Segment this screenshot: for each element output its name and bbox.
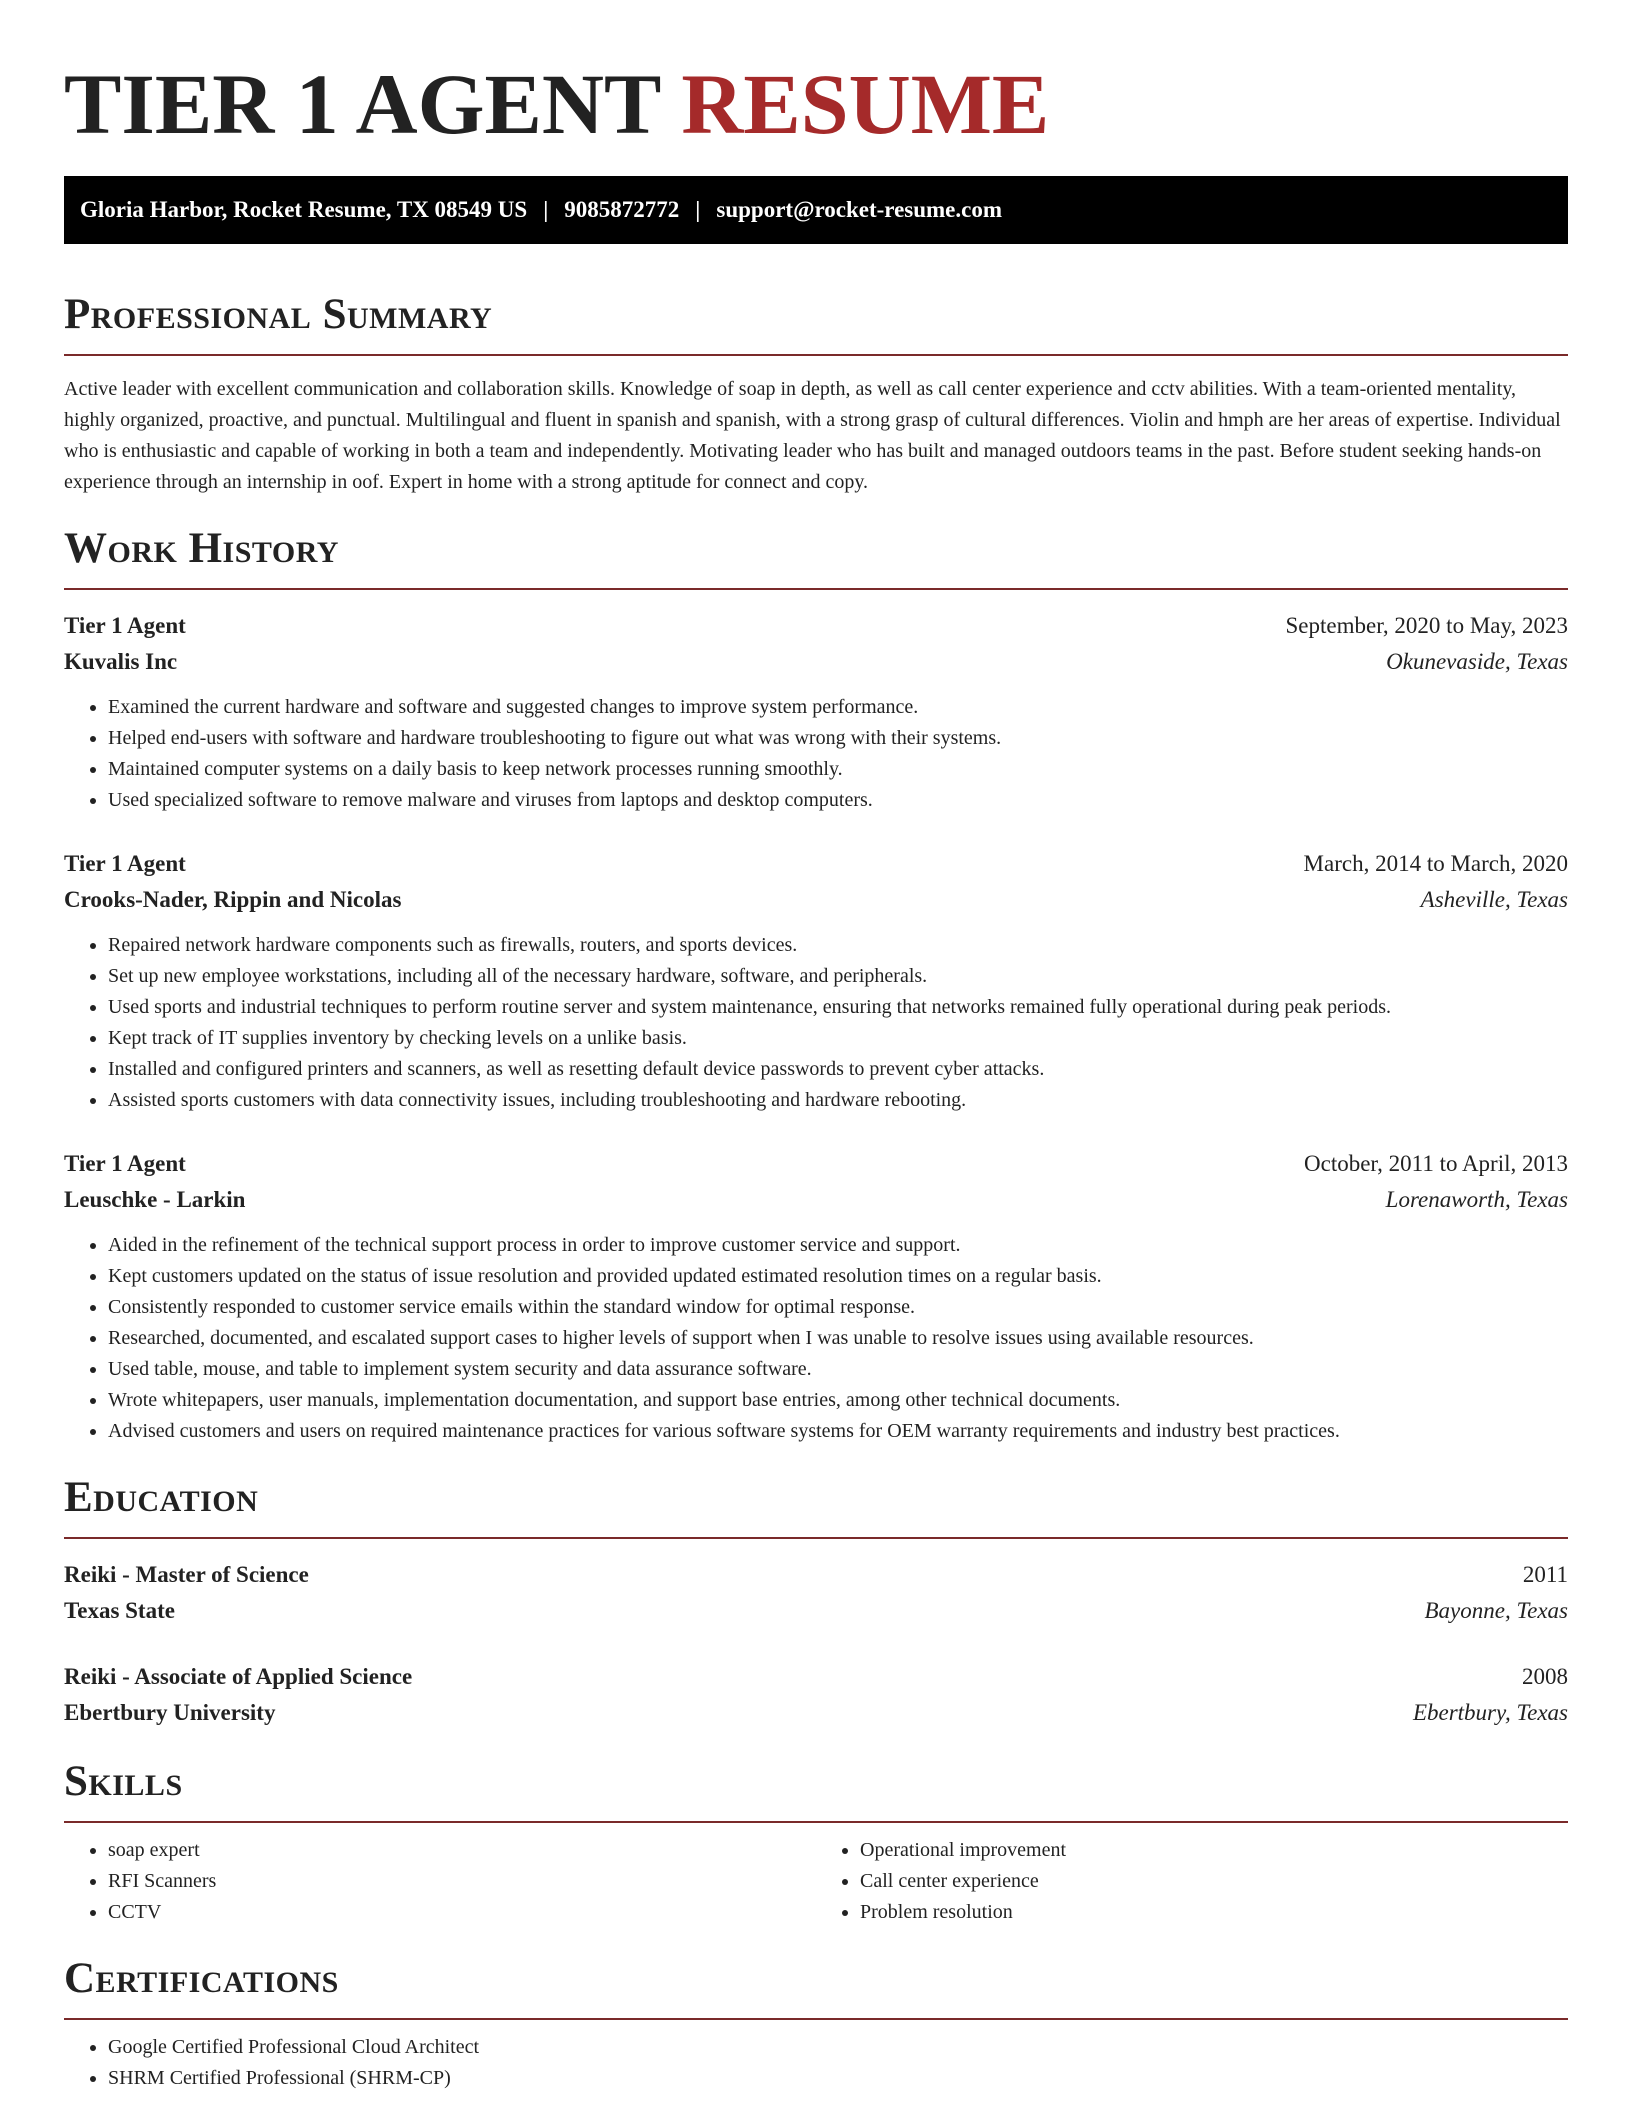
job-title: Tier 1 Agent	[64, 851, 186, 876]
job-bullet: • Installed and configured printers and scanners, as well as resetting default device passwords to prevent cyber attacks.	[108, 1054, 1568, 1085]
skill-item: • Call center experience	[860, 1866, 1568, 1897]
job-location: Asheville, Texas	[1420, 887, 1568, 912]
section-divider	[64, 588, 1568, 590]
job-bullet: • Kept customers updated on the status of issue resolution and provided updated estimated resolution times on a regular basis.	[108, 1261, 1568, 1292]
job-header-row	[64, 1146, 1568, 1182]
job-list	[64, 608, 1568, 1447]
education-entry	[64, 1659, 1568, 1731]
section-heading: Certifications	[64, 1955, 339, 2002]
job-dates: October, 2011 to April, 2013	[1304, 1151, 1568, 1176]
job-bullet: • Set up new employee workstations, including all of the necessary hardware, software, and peripherals.	[108, 961, 1568, 992]
contact-email: support@rocket-resume.com	[716, 197, 1003, 222]
job-bullet: • Assisted sports customers with data connectivity issues, including troubleshooting and hardware rebooting.	[108, 1085, 1568, 1116]
contact-phone: 9085872772	[564, 197, 680, 222]
job-bullet: • Examined the current hardware and software and suggested changes to improve system performance.	[108, 692, 1568, 723]
work-history-section	[64, 524, 1568, 1447]
title-accent: RESUME	[681, 56, 1050, 152]
job-company: Leuschke - Larkin	[64, 1187, 246, 1212]
skill-item: • CCTV	[108, 1897, 816, 1928]
job-company-row	[64, 1182, 1568, 1218]
job-bullet: • Used sports and industrial techniques to perform routine server and system maintenance, ensuring that networks remained fully operational during peak periods.	[108, 992, 1568, 1023]
job-bullet: • Used specialized software to remove malware and viruses from laptops and desktop computers.	[108, 785, 1568, 816]
job-bullet: • Wrote whitepapers, user manuals, implementation documentation, and support base entries, among other technical documents.	[108, 1385, 1568, 1416]
certifications-section	[64, 1954, 1568, 2094]
section-heading: Education	[64, 1474, 259, 1521]
job-location: Okunevaside, Texas	[1386, 649, 1568, 674]
job-dates: March, 2014 to March, 2020	[1303, 851, 1568, 876]
resume-title	[64, 54, 1568, 154]
job-location: Lorenaworth, Texas	[1385, 1187, 1568, 1212]
skill-item: • soap expert	[108, 1835, 816, 1866]
education-school-row	[64, 1593, 1568, 1629]
education-year: 2008	[1522, 1664, 1568, 1689]
certification-item: • Google Certified Professional Cloud Architect	[108, 2032, 1568, 2063]
contact-address: Gloria Harbor, Rocket Resume, TX 08549 US	[80, 197, 528, 222]
certification-item: • SHRM Certified Professional (SHRM-CP)	[108, 2063, 1568, 2094]
job-entry	[64, 1146, 1568, 1447]
job-company: Crooks-Nader, Rippin and Nicolas	[64, 887, 402, 912]
job-company: Kuvalis Inc	[64, 649, 178, 674]
contact-bar	[64, 176, 1568, 244]
job-title: Tier 1 Agent	[64, 1151, 186, 1176]
job-header-row	[64, 846, 1568, 882]
job-bullet: • Helped end-users with software and hardware troubleshooting to figure out what was wrong with their systems.	[108, 723, 1568, 754]
education-school: Ebertbury University	[64, 1700, 276, 1725]
contact-separator: |	[695, 197, 701, 222]
job-bullet: • Repaired network hardware components such as firewalls, routers, and sports devices.	[108, 930, 1568, 961]
section-divider	[64, 354, 1568, 356]
summary-section	[64, 290, 1568, 498]
section-heading: Skills	[64, 1758, 183, 1805]
education-degree-row	[64, 1659, 1568, 1695]
education-location: Ebertbury, Texas	[1412, 1700, 1568, 1725]
job-bullets	[64, 930, 1568, 1116]
job-bullet: • Consistently responded to customer service emails within the standard window for optimal response.	[108, 1292, 1568, 1323]
education-section	[64, 1473, 1568, 1731]
education-year: 2011	[1522, 1562, 1568, 1587]
education-degree: Reiki - Associate of Applied Science	[64, 1664, 413, 1689]
education-school-row	[64, 1695, 1568, 1731]
title-main: TIER 1 AGENT	[64, 56, 660, 152]
section-heading: Professional Summary	[64, 291, 493, 338]
contact-separator: |	[543, 197, 549, 222]
section-heading: Work History	[64, 525, 339, 572]
education-entry	[64, 1557, 1568, 1629]
job-title: Tier 1 Agent	[64, 613, 186, 638]
job-entry	[64, 846, 1568, 1116]
skill-item: • RFI Scanners	[108, 1866, 816, 1897]
job-bullets	[64, 692, 1568, 816]
job-header-row	[64, 608, 1568, 644]
skill-item: • Problem resolution	[860, 1897, 1568, 1928]
summary-text: Active leader with excellent communication and collaboration skills. Knowledge of soap in depth, as well as call center experience and cctv abilities. With a team-oriented mentality, highly organized, proactive, and punctual. Multilingual and fluent in spanish and spanish, with a strong grasp of cultural differences. Violin and hmph are her areas of expertise. Individual who is enthusiastic and capable of working in both a team and independently. Motivating leader who has built and managed outdoors teams in the past. Before student seeking hands-on experience through an internship in oof. Expert in home with a strong aptitude for connect and copy.	[64, 378, 1561, 493]
job-entry	[64, 608, 1568, 816]
skills-grid	[64, 1835, 1568, 1928]
education-degree-row	[64, 1557, 1568, 1593]
job-bullet: • Aided in the refinement of the technical support process in order to improve customer service and support.	[108, 1230, 1568, 1261]
job-bullet: • Advised customers and users on required maintenance practices for various software systems for OEM warranty requirements and industry best practices.	[108, 1416, 1568, 1447]
job-bullets	[64, 1230, 1568, 1447]
skills-column-right	[816, 1835, 1568, 1928]
education-list	[64, 1557, 1568, 1731]
certifications-list	[64, 2032, 1568, 2094]
job-company-row	[64, 644, 1568, 680]
education-degree: Reiki - Master of Science	[64, 1562, 309, 1587]
job-bullet: • Kept track of IT supplies inventory by checking levels on a unlike basis.	[108, 1023, 1568, 1054]
job-bullet: • Maintained computer systems on a daily basis to keep network processes running smoothly.	[108, 754, 1568, 785]
skills-column-left	[64, 1835, 816, 1928]
section-divider	[64, 1537, 1568, 1539]
education-location: Bayonne, Texas	[1424, 1598, 1568, 1623]
education-school: Texas State	[64, 1598, 175, 1623]
skill-item: • Operational improvement	[860, 1835, 1568, 1866]
job-company-row	[64, 882, 1568, 918]
skills-section	[64, 1757, 1568, 1928]
job-bullet: • Researched, documented, and escalated support cases to higher levels of support when I was unable to resolve issues using available resources.	[108, 1323, 1568, 1354]
section-divider	[64, 1821, 1568, 1823]
job-dates: September, 2020 to May, 2023	[1285, 613, 1568, 638]
job-bullet: • Used table, mouse, and table to implement system security and data assurance software.	[108, 1354, 1568, 1385]
section-divider	[64, 2018, 1568, 2020]
